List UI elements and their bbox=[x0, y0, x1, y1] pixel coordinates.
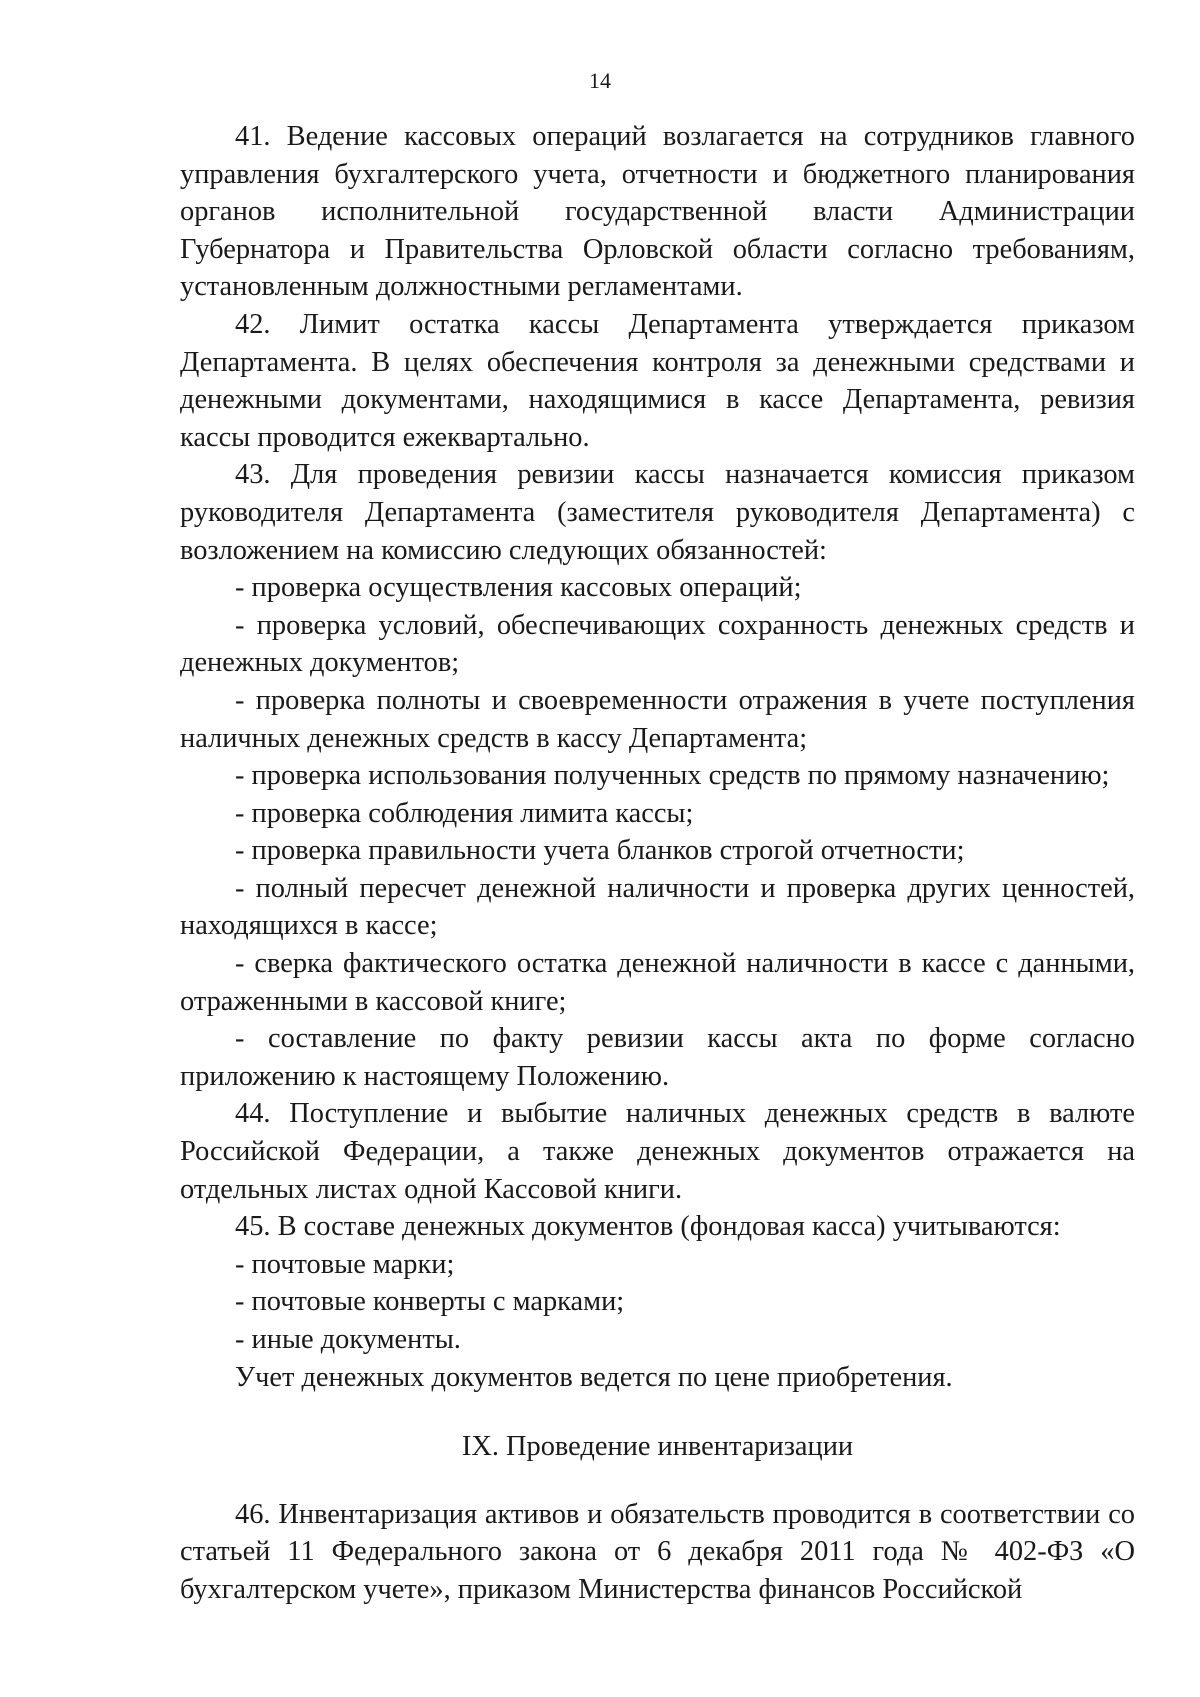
list-item: - полный пересчет денежной наличности и проверка других ценностей, находящихся в кассе; bbox=[180, 872, 1135, 942]
list-item: - проверка условий, обеспечивающих сохранность денежных средств и денежных документов; bbox=[180, 609, 1135, 679]
paragraph-44: 44. Поступление и выбытие наличных денежных средств в валюте Российской Федерации, а также денежных документов отражается на отдельных листах одной Кассовой книги. bbox=[180, 1098, 1135, 1205]
list-item: - сверка фактического остатка денежной наличности в кассе с данными, отраженными в кассовой книге; bbox=[180, 948, 1135, 1017]
list-item: - проверка осуществления кассовых операций; bbox=[235, 572, 802, 604]
list-item: - почтовые марки; bbox=[235, 1248, 455, 1280]
paragraph-46: 46. Инвентаризация активов и обязательств проводится в соответствии со статьей 11 Федерального закона от 6 декабря 2011 года № 402-ФЗ «О бухгалтерском учете», приказом Министерства финансов Российской bbox=[180, 1498, 1135, 1605]
paragraph-43: 43. Для проведения ревизии кассы назначается комиссия приказом руководителя Департамента (заместителя руководителя Департамента) с возложением на комиссию следующих обязанностей: bbox=[180, 459, 1135, 566]
list-item: - проверка соблюдения лимита кассы; bbox=[235, 797, 694, 829]
page-number: 14 bbox=[589, 68, 611, 93]
list-item: - проверка правильности учета бланков строгой отчетности; bbox=[235, 835, 965, 867]
paragraph-41: 41. Ведение кассовых операций возлагается на сотрудников главного управления бухгалтерского учета, отчетности и бюджетного планирования органов исполнительной государственной власти Администрации Губернатора и Правительства Орловской области согласно требованиям, установленным должностными регламентами. bbox=[180, 121, 1135, 303]
list-item: - почтовые конверты с марками; bbox=[235, 1286, 625, 1318]
list-item: - проверка полноты и своевременности отражения в учете поступления наличных денежных средств в кассу Департамента; bbox=[180, 684, 1135, 754]
list-item: - проверка использования полученных средств по прямому назначению; bbox=[235, 760, 1110, 792]
list-item: - иные документы. bbox=[235, 1324, 461, 1355]
list-item: - составление по факту ревизии кассы акта по форме согласно приложению к настоящему Положению. bbox=[180, 1023, 1135, 1092]
document-body bbox=[180, 118, 1135, 1609]
paragraph-45: 45. В составе денежных документов (фондовая касса) учитываются: bbox=[235, 1211, 1061, 1243]
paragraph-accounting-note: Учет денежных документов ведется по цене приобретения. bbox=[235, 1361, 953, 1393]
section-heading: IX. Проведение инвентаризации bbox=[461, 1431, 854, 1463]
paragraph-42: 42. Лимит остатка кассы Департамента утверждается приказом Департамента. В целях обеспечения контроля за денежными средствами и денежными документами, находящимися в кассе Департамента, ревизия кассы проводится ежеквартально. bbox=[180, 308, 1135, 453]
